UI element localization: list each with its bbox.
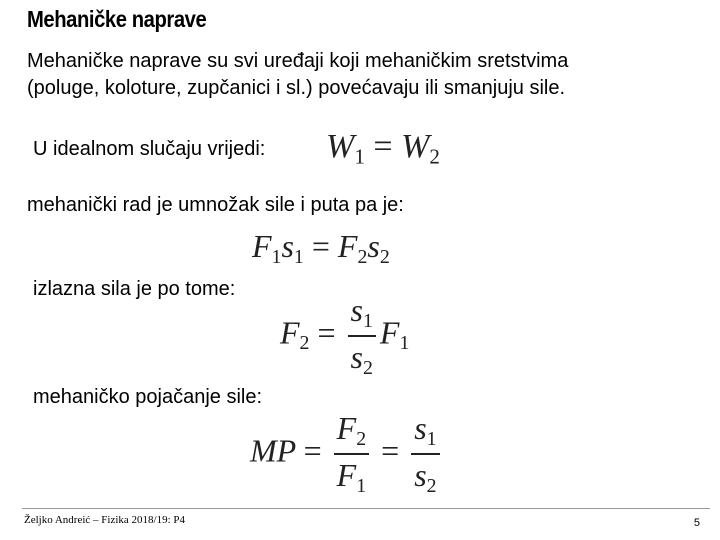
eq4-num1-sub: 2 xyxy=(356,427,367,450)
eq1-lhs: W xyxy=(326,128,355,165)
eq3-den-sub: 2 xyxy=(362,356,373,379)
eq3-num-sub: 1 xyxy=(362,309,373,332)
eq3-lhs: F xyxy=(280,314,300,351)
eq2-s1-sub: 1 xyxy=(293,245,304,268)
eq4-operator-1: = xyxy=(303,432,322,469)
eq3-lhs-sub: 2 xyxy=(299,332,310,355)
eq3-factor: F xyxy=(379,314,400,351)
eq3-den: s xyxy=(350,338,363,375)
eq4-den1-sub: 1 xyxy=(356,474,367,497)
force-distance-equation xyxy=(252,228,390,269)
output-force-label: izlazna sila je po tome: xyxy=(33,278,236,300)
intro-line-2: (poluge, koloture, zupčanici i sl.) povećavaju ili smanjuju sile. xyxy=(27,77,566,99)
eq1-lhs-sub: 1 xyxy=(354,144,365,169)
eq4-denominator-1 xyxy=(334,453,369,498)
page-number: 5 xyxy=(693,517,700,529)
work-equality-equation xyxy=(326,128,440,169)
eq4-fraction-1 xyxy=(334,410,369,498)
eq4-num2: s xyxy=(414,410,427,446)
eq1-operator: = xyxy=(373,128,393,165)
eq3-factor-sub: 1 xyxy=(399,332,410,355)
footer-author: Željko Andreić – Fizika 2018/19: P4 xyxy=(24,514,186,526)
eq4-den2-sub: 2 xyxy=(426,474,437,497)
eq4-numerator-1 xyxy=(334,410,369,453)
mechanical-advantage-equation xyxy=(250,410,444,498)
eq4-operator-2: = xyxy=(381,432,400,469)
eq3-numerator xyxy=(348,292,376,335)
intro-line-1: Mehaničke naprave su svi uređaji koji mehaničkim sretstvima xyxy=(27,50,569,72)
eq4-fraction-2 xyxy=(411,410,439,498)
eq4-numerator-2 xyxy=(411,410,439,453)
eq1-rhs-sub: 2 xyxy=(429,144,440,169)
footer-divider xyxy=(22,508,710,509)
eq1-rhs: W xyxy=(401,128,430,165)
ideal-case-label: U idealnom slučaju vrijedi: xyxy=(33,138,266,160)
eq2-f2: F xyxy=(337,228,358,264)
work-label: mehanički rad je umnožak sile i puta pa je: xyxy=(27,194,404,216)
intro-paragraph xyxy=(27,48,568,102)
eq4-den2: s xyxy=(414,456,427,493)
eq2-operator: = xyxy=(311,228,330,264)
eq2-f1: F xyxy=(252,228,272,264)
eq2-f1-sub: 1 xyxy=(271,245,282,268)
eq2-s1: s xyxy=(281,228,294,264)
eq4-num1: F xyxy=(336,410,357,446)
eq2-s2-sub: 2 xyxy=(379,245,390,268)
eq3-operator: = xyxy=(317,314,336,351)
eq4-den1: F xyxy=(336,456,357,493)
eq4-num2-sub: 1 xyxy=(426,427,437,450)
eq2-s2: s xyxy=(367,228,380,264)
output-force-equation xyxy=(280,292,409,380)
eq3-num: s xyxy=(350,292,363,328)
eq3-denominator xyxy=(348,335,376,380)
eq3-fraction xyxy=(348,292,376,380)
eq4-lhs: MP xyxy=(250,432,296,469)
page-title: Mehaničke naprave xyxy=(27,6,207,32)
eq2-f2-sub: 2 xyxy=(357,245,368,268)
eq4-denominator-2 xyxy=(411,453,439,498)
mechanical-advantage-label: mehaničko pojačanje sile: xyxy=(33,386,263,408)
